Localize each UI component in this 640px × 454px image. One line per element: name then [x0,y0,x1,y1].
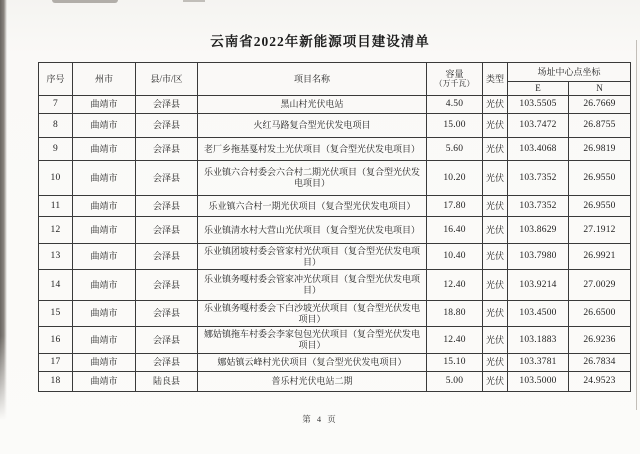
cell-seq: 11 [39,196,73,217]
cell-seq: 17 [39,354,73,372]
cell-longitude-e: 103.7352 [508,196,569,217]
table-row [39,301,631,327]
cell-project-name: 乐业镇六合村委会六合村二期光伏项目（复合型光伏发电项目） [198,161,427,196]
cell-longitude-e: 103.7980 [508,244,569,270]
header-type: 类型 [483,63,508,96]
table-row [39,354,631,372]
cell-county: 会泽县 [136,161,198,196]
cell-type: 光伏 [483,270,508,301]
table-row [39,244,631,270]
cell-latitude-n: 26.9236 [569,327,631,354]
cell-type: 光伏 [483,114,508,138]
cell-type: 光伏 [483,372,508,392]
cell-latitude-n: 24.9523 [569,372,631,392]
header-longitude-e: E [508,82,569,96]
cell-type: 光伏 [483,161,508,196]
scan-artifact-top-smudge [52,0,118,3]
table-row [39,96,631,114]
cell-project-name: 乐业镇六合村一期光伏项目（复合型光伏发电项目） [198,196,427,217]
cell-longitude-e: 103.7352 [508,161,569,196]
cell-city: 曲靖市 [73,196,136,217]
cell-latitude-n: 26.9819 [569,138,631,161]
table-body [39,96,631,392]
cell-longitude-e: 103.7472 [508,114,569,138]
cell-latitude-n: 26.9550 [569,196,631,217]
cell-latitude-n: 26.9550 [569,161,631,196]
cell-city: 曲靖市 [73,217,136,244]
cell-project-name: 老厂乡拖基戛村发土光伏项目（复合型光伏发电项目） [198,138,427,161]
cell-longitude-e: 103.5505 [508,96,569,114]
cell-county: 会泽县 [136,270,198,301]
cell-capacity: 4.50 [427,96,483,114]
cell-capacity: 15.10 [427,354,483,372]
cell-county: 会泽县 [136,244,198,270]
cell-project-name: 乐业镇清水村大营山光伏项目（复合型光伏发电项目） [198,217,427,244]
cell-latitude-n: 27.0029 [569,270,631,301]
page-number: 第 4 页 [302,414,338,424]
cell-project-name: 普乐村光伏电站二期 [198,372,427,392]
table-row [39,114,631,138]
cell-seq: 16 [39,327,73,354]
cell-seq: 9 [39,138,73,161]
header-capacity [427,63,483,96]
page-title: 云南省2022年新能源项目建设清单 [210,34,430,49]
cell-county: 会泽县 [136,114,198,138]
table-row [39,138,631,161]
table-header [39,63,631,96]
table-row [39,217,631,244]
cell-county: 会泽县 [136,217,198,244]
cell-city: 曲靖市 [73,372,136,392]
cell-city: 曲靖市 [73,161,136,196]
cell-seq: 13 [39,244,73,270]
cell-project-name: 黑山村光伏电站 [198,96,427,114]
cell-city: 曲靖市 [73,114,136,138]
cell-type: 光伏 [483,217,508,244]
table-row [39,161,631,196]
cell-longitude-e: 103.8629 [508,217,569,244]
cell-type: 光伏 [483,138,508,161]
cell-seq: 10 [39,161,73,196]
cell-type: 光伏 [483,327,508,354]
cell-capacity: 16.40 [427,217,483,244]
cell-city: 曲靖市 [73,270,136,301]
cell-longitude-e: 103.1883 [508,327,569,354]
cell-city: 曲靖市 [73,327,136,354]
cell-type: 光伏 [483,96,508,114]
cell-county: 会泽县 [136,327,198,354]
cell-latitude-n: 27.1912 [569,217,631,244]
cell-capacity: 10.40 [427,244,483,270]
cell-capacity: 18.80 [427,301,483,327]
header-seq: 序号 [39,63,73,96]
cell-city: 曲靖市 [73,138,136,161]
table-row [39,372,631,392]
table-row [39,196,631,217]
projects-table [38,62,631,392]
cell-capacity: 10.20 [427,161,483,196]
cell-seq: 18 [39,372,73,392]
table-row [39,270,631,301]
header-latitude-n: N [569,82,631,96]
table-row [39,327,631,354]
cell-capacity: 17.80 [427,196,483,217]
cell-seq: 7 [39,96,73,114]
cell-capacity: 5.60 [427,138,483,161]
cell-project-name: 乐业镇务嘎村委会下白沙坡光伏项目（复合型光伏发电项目） [198,301,427,327]
cell-seq: 8 [39,114,73,138]
cell-latitude-n: 26.9921 [569,244,631,270]
cell-latitude-n: 26.7834 [569,354,631,372]
cell-county: 会泽县 [136,354,198,372]
cell-longitude-e: 103.3781 [508,354,569,372]
cell-county: 会泽县 [136,138,198,161]
cell-type: 光伏 [483,301,508,327]
cell-seq: 12 [39,217,73,244]
cell-longitude-e: 103.4068 [508,138,569,161]
cell-project-name: 娜姑镇云峰村光伏项目（复合型光伏发电项目） [198,354,427,372]
cell-city: 曲靖市 [73,96,136,114]
cell-type: 光伏 [483,244,508,270]
cell-county: 会泽县 [136,196,198,217]
cell-seq: 14 [39,270,73,301]
header-city: 州市 [73,63,136,96]
cell-project-name: 乐业镇团坡村委会管家村光伏项目（复合型光伏发电项目） [198,244,427,270]
cell-project-name: 娜姑镇拖车村委会李家包包光伏项目（复合型光伏发电项目） [198,327,427,354]
scan-artifact-top-smudge-2 [183,0,205,2]
cell-project-name: 火红马路复合型光伏发电项目 [198,114,427,138]
cell-project-name: 乐业镇务嘎村委会管家冲光伏项目（复合型光伏发电项目） [198,270,427,301]
cell-longitude-e: 103.5000 [508,372,569,392]
scan-artifact-left-edge [0,0,7,420]
cell-seq: 15 [39,301,73,327]
cell-longitude-e: 103.4500 [508,301,569,327]
cell-city: 曲靖市 [73,301,136,327]
header-coordinates: 场址中心点坐标 [508,63,631,82]
cell-latitude-n: 26.8755 [569,114,631,138]
cell-capacity: 12.40 [427,270,483,301]
cell-city: 曲靖市 [73,244,136,270]
header-county: 县/市/区 [136,63,198,96]
cell-capacity: 15.00 [427,114,483,138]
cell-county: 会泽县 [136,96,198,114]
cell-type: 光伏 [483,354,508,372]
cell-type: 光伏 [483,196,508,217]
header-project: 项目名称 [198,63,427,96]
cell-county: 陆良县 [136,372,198,392]
header-capacity-line1: 容量 [445,69,464,79]
cell-longitude-e: 103.9214 [508,270,569,301]
cell-county: 会泽县 [136,301,198,327]
cell-capacity: 12.40 [427,327,483,354]
cell-city: 曲靖市 [73,354,136,372]
cell-latitude-n: 26.6500 [569,301,631,327]
header-capacity-line2: （万千瓦） [434,79,475,88]
cell-capacity: 5.00 [427,372,483,392]
cell-latitude-n: 26.7669 [569,96,631,114]
scan-artifact-right-edge [636,40,637,410]
